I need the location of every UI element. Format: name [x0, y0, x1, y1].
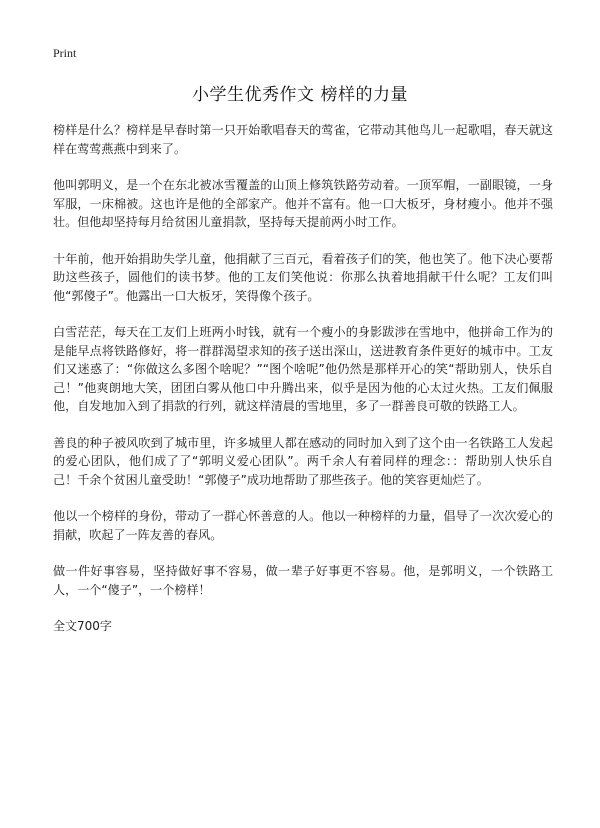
article-paragraph: 善良的种子被风吹到了城市里，许多城里人都在感动的同时加入到了这个由一名铁路工人发起的爱心团队，他们成了了“郭明义爱心团队”。两千余人有着同样的理念：：帮助别人快乐自己！千余个贫困儿童受助！“郭傻子”成功地帮助了那些孩子。他的笑容更灿烂了。: [53, 435, 553, 487]
article-title: 小学生优秀作文 榜样的力量: [192, 85, 408, 105]
article-paragraph: 榜样是什么？榜样是早春时第一只开始歌唱春天的莺雀，它带动其他鸟儿一起歌唱，春天就这样在莺莺燕燕中到来了。: [53, 123, 553, 156]
article-paragraph: 白雪茫茫，每天在工友们上班两小时钱，就有一个瘦小的身影跋涉在雪地中，他拼命工作为的是能早点将铁路修好，将一群群渴望求知的孩子送出深山，送进教育条件更好的城市中。工友们又迷惑了：“你做这么多图个啥呢？”“图个啥呢”他仍然是那样开心的笑“帮助别人，快乐自己！”他爽朗地大笑，团团白雾从他口中升腾出来，似乎是因为他的心太过火热。工友们佩服他，自发地加入到了捐款的行列，就这样清晨的雪地里，多了一群善良可敬的铁路工人。: [53, 325, 553, 413]
article-paragraph: 他叫郭明义，是一个在东北被冰雪覆盖的山顶上修筑铁路劳动着。一顶军帽，一副眼镜，一身军服，一床棉被。这也许是他的全部家产。他并不富有。他一口大板牙，身材瘦小。他并不强壮。但他却坚持每月给贫困儿童捐款，坚持每天提前两小时工作。: [53, 178, 553, 229]
word-count: 全文700字: [53, 619, 112, 633]
article-body: [53, 121, 553, 634]
article-paragraph: 他以一个榜样的身份，带动了一群心怀善意的人。他以一种榜样的力量，倡导了一次次爱心的捐献，吹起了一阵友善的春风。: [53, 509, 553, 542]
article-paragraph: 十年前，他开始捐助失学儿童，他捐献了三百元，看着孩子们的笑，他也笑了。他下决心要帮助这些孩子，圆他们的读书梦。他的工友们笑他说：你那么执着地捐献干什么呢？工友们叫他“郭傻子”。他露出一口大板牙，笑得像个孩子。: [53, 251, 553, 303]
article-paragraph: 做一件好事容易，坚持做好事不容易，做一辈子好事更不容易。他，是郭明义，一个铁路工人，一个“傻子”，一个榜样！: [53, 564, 553, 597]
print-link[interactable]: Print: [53, 46, 77, 60]
